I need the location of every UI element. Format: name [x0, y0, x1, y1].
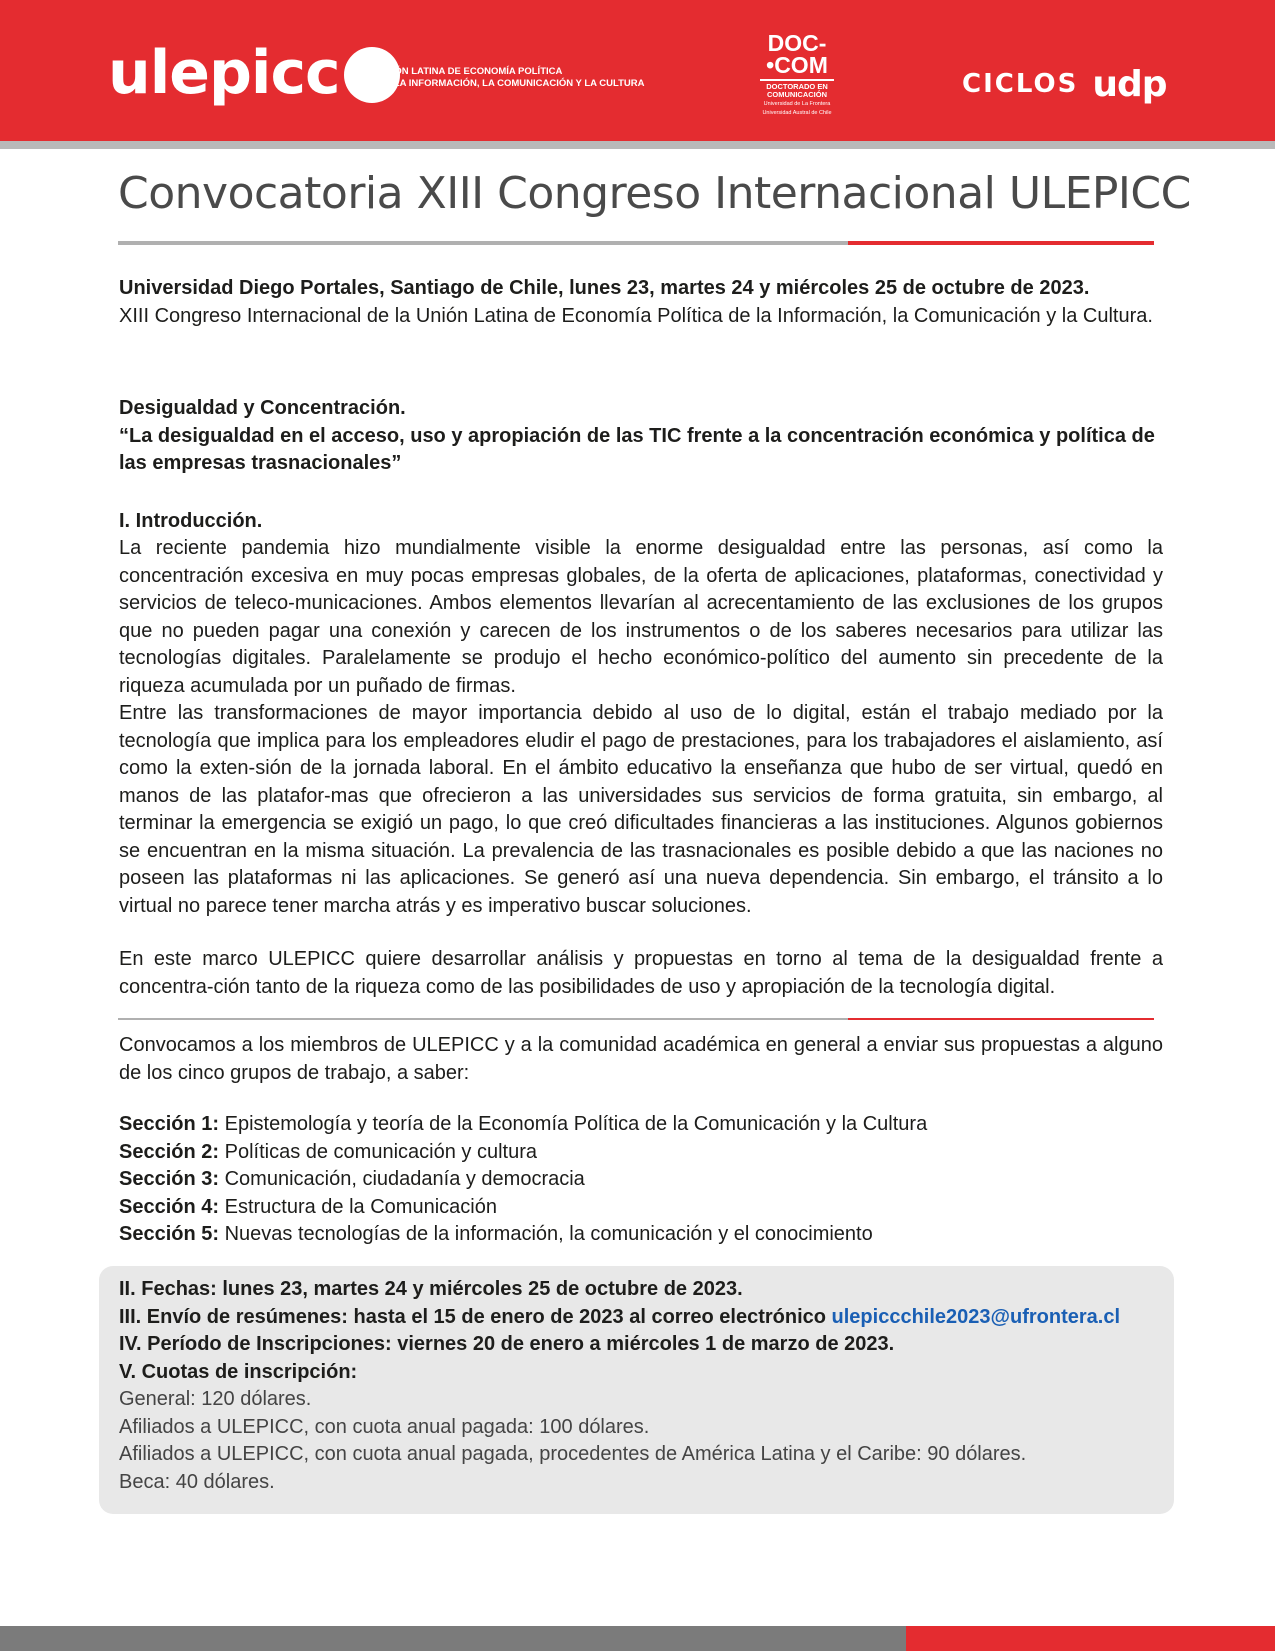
section-label: Sección 5: [119, 1223, 220, 1245]
udp-logo-text: udp [1092, 63, 1167, 105]
section-label: Sección 4: [119, 1195, 220, 1218]
intro-paragraph-1: La reciente pandemia hizo mundialmente visible la enorme desigualdad entre las personas, así como la concentración excesiva en muy pocas empresas globales, de la oferta de aplicaciones, plataformas, conectividad y servicios de teleco-municaciones. Ambos elementos llevarían al acrecentamiento de las exclusiones de los grupos que no pueden pagar una conexión y carecen de los instrumentos o de los saberes necesarios para utilizar las tecnologías digitales. Paralelamente se produjo el hecho económico-político del aumento sin precedente de la riqueza acumulada por un puñado de firmas. [119, 537, 1163, 697]
theme-heading: Desigualdad y Concentración. [119, 397, 406, 419]
section-text: Comunicación, ciudadanía y democracia [224, 1168, 585, 1190]
mid-rule-grey [118, 1018, 848, 1020]
theme-quote: “La desigualdad en el acceso, uso y apropiación de las TIC frente a la concentración económica y política de las empresas trasnacionales” [119, 424, 1155, 474]
tagline-line-2: DE LA INFORMACIÓN, LA COMUNICACIÓN Y LA CULTURA [378, 78, 645, 89]
ulepicc-tagline [378, 66, 658, 90]
theme-block [119, 395, 1163, 478]
fee-latam: Afiliados a ULEPICC, con cuota anual pagada, procedentes de América Latina y el Caribe: 90 dólares. [119, 1443, 1027, 1465]
footer-bar-red [906, 1626, 1275, 1651]
list-item [119, 1139, 1163, 1167]
list-item [119, 1221, 1163, 1249]
info-content [119, 1276, 1163, 1496]
list-item [119, 1194, 1163, 1222]
section-text: Epistemología y teoría de la Economía Política de la Comunicación y la Cultura [224, 1113, 928, 1135]
page-title: Convocatoria XIII Congreso Internacional ULEPICC [118, 168, 1191, 219]
section-text: Nuevas tecnologías de la información, la comunicación y el conocimiento [224, 1223, 873, 1245]
abstracts-line [119, 1304, 1163, 1332]
registration-line: IV. Período de Inscripciones: viernes 20 de enero a miércoles 1 de marzo de 2023. [119, 1333, 895, 1355]
footer-bar-grey [0, 1626, 906, 1651]
tagline-line-1: UNIÓN LATINA DE ECONOMÍA POLÍTICA [378, 66, 563, 77]
section-heading: I. Introducción. [119, 510, 263, 532]
intro-paragraph-3: En este marco ULEPICC quiere desarrollar análisis y propuestas en torno al tema de la desigualdad frente a concentra-ción tanto de la riqueza como de las posibilidades de uso y apropiación de la tecnología digital. [119, 948, 1163, 998]
fee-scholarship: Beca: 40 dólares. [119, 1470, 275, 1493]
doccom-uni-1: Universidad de La Frontera [763, 101, 831, 107]
title-rule-red [848, 241, 1154, 245]
intro-block [119, 275, 1163, 330]
fee-affiliates: Afiliados a ULEPICC, con cuota anual pagada: 100 dólares. [119, 1415, 650, 1438]
section-label: Sección 3: [119, 1168, 220, 1190]
call-paragraph: Convocamos a los miembros de ULEPICC y a la comunidad académica en general a enviar sus propuestas a alguno de los cinco grupos de trabajo, a saber: [119, 1034, 1163, 1084]
section-label: Sección 1: [119, 1113, 220, 1135]
ulepicc-logo [108, 38, 400, 108]
sections-list [119, 1111, 1163, 1249]
ciclos-logo-text: CICLOS [962, 69, 1079, 99]
title-rule-grey [118, 241, 848, 245]
fees-heading: V. Cuotas de inscripción: [119, 1360, 358, 1383]
doccom-rule [760, 79, 834, 81]
email-link[interactable]: ulepiccchile2023@ufrontera.cl [831, 1305, 1121, 1328]
doccom-logo [752, 32, 842, 116]
list-item [119, 1166, 1163, 1194]
venue-line: Universidad Diego Portales, Santiago de Chile, lunes 23, martes 24 y miércoles 25 de octubre de 2023. [119, 277, 1090, 299]
ciclos-udp-logo [962, 62, 1166, 106]
header-divider [0, 141, 1275, 149]
fee-general: General: 120 dólares. [119, 1388, 312, 1410]
ulepicc-logo-text: ulepicc [108, 38, 340, 108]
doccom-line-1: DOC- [767, 30, 827, 56]
list-item [119, 1111, 1163, 1139]
section-text: Estructura de la Comunicación [224, 1195, 497, 1218]
intro-paragraph-2: Entre las transformaciones de mayor importancia debido al uso de lo digital, están el trabajo mediado por la tecnología que implica para los empleadores eludir el pago de prestaciones, para los trabajadores el aislamiento, así como la exten-sión de la jornada laboral. En el ámbito educativo la enseñanza que hubo de ser virtual, quedó en manos de las platafor-mas que ofrecieron a las universidades sus servicios de forma gratuita, sin embargo, al terminar la emergencia se exigió un pago, lo que creó dificultades financieras a las instituciones. Algunos gobiernos se encuentran en la misma situación. La prevalencia de las trasnacionales es posible debido a que las naciones no poseen las plataformas ni las aplicaciones. Se generó así una nueva dependencia. Sin embargo, el tránsito a lo virtual no parece tener marcha atrás y es imperativo buscar soluciones. [119, 702, 1163, 917]
section-label: Sección 2: [119, 1140, 220, 1163]
doccom-sub-1: DOCTORADO EN [766, 82, 828, 91]
mid-rule-red [848, 1018, 1154, 1020]
doccom-uni-2: Universidad Austral de Chile [762, 109, 832, 116]
section-text: Políticas de comunicación y cultura [224, 1140, 537, 1163]
congress-description: XIII Congreso Internacional de la Unión Latina de Economía Política de la Información, la Comunicación y la Cultura. [119, 304, 1153, 327]
doccom-line-2: •COM [766, 52, 828, 78]
doccom-sub-2: COMUNICACIÓN [767, 90, 827, 99]
dates-line: II. Fechas: lunes 23, martes 24 y miércoles 25 de octubre de 2023. [119, 1278, 743, 1300]
abstracts-text: III. Envío de resúmenes: hasta el 15 de enero de 2023 al correo electrónico [119, 1305, 832, 1328]
